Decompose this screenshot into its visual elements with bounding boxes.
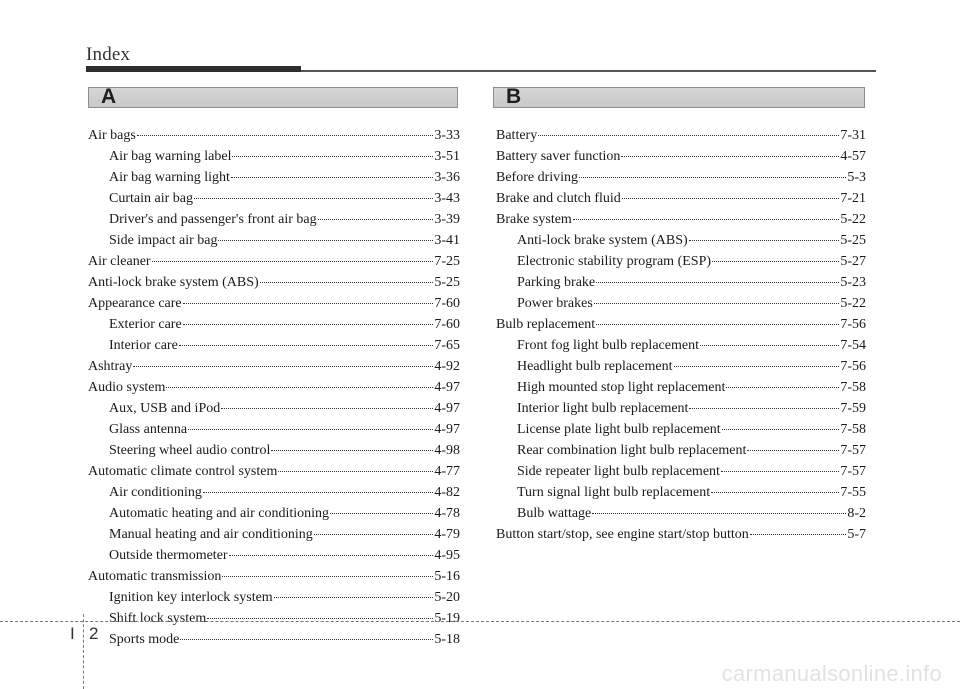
index-term: Automatic heating and air conditioning: [109, 506, 330, 521]
dot-leader: [712, 261, 839, 262]
dot-leader: [179, 345, 434, 346]
index-term: Manual heating and air conditioning: [109, 527, 313, 542]
index-page-ref: 5-19: [434, 611, 460, 626]
index-entry: [88, 146, 460, 167]
index-entry: [496, 293, 866, 314]
index-entry: [88, 335, 460, 356]
index-entry: [88, 377, 460, 398]
dot-leader: [180, 639, 433, 640]
dot-leader: [318, 219, 434, 220]
index-page-ref: 5-27: [840, 254, 866, 269]
dot-leader: [689, 240, 840, 241]
index-term: Anti-lock brake system (ABS): [517, 233, 688, 248]
footer-section-label: I: [70, 624, 75, 643]
index-term: Electronic stability program (ESP): [517, 254, 712, 269]
index-term: Rear combination light bulb replacement: [517, 443, 747, 458]
index-term: Aux, USB and iPod: [109, 401, 221, 416]
dot-leader: [137, 135, 434, 136]
index-page-ref: 7-25: [434, 254, 460, 269]
index-entry: [88, 230, 460, 251]
index-entry: [496, 335, 866, 356]
header-rule-accent: [86, 66, 301, 72]
index-page-ref: 7-57: [840, 464, 866, 479]
index-page-ref: 5-25: [434, 275, 460, 290]
dot-leader: [538, 135, 839, 136]
index-entry: [496, 398, 866, 419]
index-term: Turn signal light bulb replacement: [517, 485, 711, 500]
index-page-ref: 7-57: [840, 443, 866, 458]
index-page-ref: 4-98: [434, 443, 460, 458]
index-page-ref: 7-31: [840, 128, 866, 143]
index-page-ref: 7-55: [840, 485, 866, 500]
dot-leader: [222, 576, 433, 577]
dot-leader: [183, 303, 434, 304]
index-entry: [496, 209, 866, 230]
dot-leader: [622, 198, 840, 199]
index-page-ref: 4-97: [434, 401, 460, 416]
dot-leader: [188, 429, 433, 430]
index-entry: [88, 125, 460, 146]
index-entry: [88, 314, 460, 335]
index-term: Driver's and passenger's front air bag: [109, 212, 317, 227]
index-page-ref: 7-58: [840, 422, 866, 437]
dot-leader: [330, 513, 433, 514]
index-page-ref: 5-22: [840, 212, 866, 227]
dot-leader: [166, 387, 433, 388]
dot-leader: [621, 156, 839, 157]
index-entry: [496, 125, 866, 146]
index-term: Power brakes: [517, 296, 593, 311]
index-page-ref: 7-58: [840, 380, 866, 395]
index-page-ref: 5-23: [840, 275, 866, 290]
index-term: Air conditioning: [109, 485, 202, 500]
index-term: Bulb replacement: [496, 317, 596, 332]
index-page-ref: 7-65: [434, 338, 460, 353]
dot-leader: [221, 408, 433, 409]
index-page-ref: 4-78: [434, 506, 460, 521]
page-title: Index: [86, 44, 131, 65]
index-entry: [496, 419, 866, 440]
index-page-ref: 7-56: [840, 359, 866, 374]
index-term: Automatic climate control system: [88, 464, 278, 479]
index-page-ref: 5-22: [840, 296, 866, 311]
index-term: Side impact air bag: [109, 233, 218, 248]
section-header-b: [493, 87, 865, 108]
index-entry: [496, 482, 866, 503]
index-page-ref: 5-16: [434, 569, 460, 584]
index-term: Ashtray: [88, 359, 133, 374]
index-page-ref: 7-59: [840, 401, 866, 416]
index-page-ref: 4-57: [840, 149, 866, 164]
dot-leader: [278, 471, 433, 472]
index-page-ref: 5-7: [847, 527, 866, 542]
index-term: Air bag warning label: [109, 149, 232, 164]
dot-leader: [271, 450, 433, 451]
index-entry: [496, 314, 866, 335]
index-page-ref: 3-39: [434, 212, 460, 227]
dot-leader: [314, 534, 434, 535]
index-term: Brake and clutch fluid: [496, 191, 621, 206]
dot-leader: [231, 177, 433, 178]
index-entry: [88, 440, 460, 461]
index-page-ref: 4-82: [434, 485, 460, 500]
index-term: Anti-lock brake system (ABS): [88, 275, 259, 290]
index-page-ref: 4-95: [434, 548, 460, 563]
index-entry: [496, 461, 866, 482]
index-page-ref: 5-18: [434, 632, 460, 647]
index-page-ref: 4-97: [434, 380, 460, 395]
index-entry: [88, 524, 460, 545]
index-term: Before driving: [496, 170, 579, 185]
section-letter-b: B: [506, 85, 522, 108]
dot-leader: [194, 198, 433, 199]
index-column-a: [88, 125, 460, 650]
index-term: Appearance care: [88, 296, 182, 311]
index-term: Automatic transmission: [88, 569, 222, 584]
dot-leader: [596, 324, 839, 325]
dot-leader: [183, 324, 434, 325]
dot-leader: [152, 261, 434, 262]
dot-leader: [674, 366, 840, 367]
dot-leader: [721, 471, 839, 472]
index-entry: [88, 587, 460, 608]
section-header-a: [88, 87, 458, 108]
index-entry: [496, 167, 866, 188]
dot-leader: [229, 555, 434, 556]
index-entry: [496, 230, 866, 251]
index-page-ref: 7-56: [840, 317, 866, 332]
dot-leader: [711, 492, 839, 493]
dot-leader: [747, 450, 839, 451]
dot-leader: [722, 429, 840, 430]
watermark: carmanualsonline.info: [721, 661, 942, 686]
index-entry: [88, 419, 460, 440]
index-entry: [88, 398, 460, 419]
index-term: Battery saver function: [496, 149, 621, 164]
index-entry: [496, 188, 866, 209]
dot-leader: [750, 534, 847, 535]
dot-leader: [260, 282, 434, 283]
index-entry: [88, 188, 460, 209]
index-page-ref: 3-51: [434, 149, 460, 164]
index-page-ref: 5-25: [840, 233, 866, 248]
index-entry: [88, 545, 460, 566]
index-page-ref: 3-33: [434, 128, 460, 143]
index-page-ref: 3-43: [434, 191, 460, 206]
index-term: Shift lock system: [109, 611, 207, 626]
index-entry: [88, 293, 460, 314]
dot-leader: [726, 387, 839, 388]
index-page-ref: 5-20: [434, 590, 460, 605]
index-entry: [496, 440, 866, 461]
index-page-ref: 7-60: [434, 296, 460, 311]
index-term: Exterior care: [109, 317, 182, 332]
index-entry: [88, 482, 460, 503]
footer-rule: [0, 621, 960, 622]
dot-leader: [689, 408, 839, 409]
index-term: Curtain air bag: [109, 191, 193, 206]
index-page-ref: 7-60: [434, 317, 460, 332]
index-term: License plate light bulb replacement: [517, 422, 721, 437]
index-page-ref: 7-21: [840, 191, 866, 206]
section-letter-a: A: [101, 85, 117, 108]
dot-leader: [207, 618, 433, 619]
index-entry: [496, 251, 866, 272]
index-term: Air bags: [88, 128, 136, 143]
index-entry: [496, 377, 866, 398]
index-page-ref: 7-54: [840, 338, 866, 353]
dot-leader: [596, 282, 839, 283]
index-entry: [88, 167, 460, 188]
index-term: Brake system: [496, 212, 572, 227]
index-term: Front fog light bulb replacement: [517, 338, 699, 353]
dot-leader: [232, 156, 433, 157]
index-entry: [88, 251, 460, 272]
index-entry: [496, 356, 866, 377]
index-term: Steering wheel audio control: [109, 443, 271, 458]
index-term: Battery: [496, 128, 538, 143]
index-entry: [496, 272, 866, 293]
index-page-ref: 4-97: [434, 422, 460, 437]
dot-leader: [592, 513, 846, 514]
index-entry: [88, 566, 460, 587]
index-entry: [496, 503, 866, 524]
index-page-ref: 4-79: [434, 527, 460, 542]
index-page-ref: 5-3: [847, 170, 866, 185]
index-term: Side repeater light bulb replacement: [517, 464, 720, 479]
index-entry: [496, 146, 866, 167]
index-page-ref: 4-77: [434, 464, 460, 479]
index-term: High mounted stop light replacement: [517, 380, 726, 395]
dot-leader: [700, 345, 839, 346]
index-term: Parking brake: [517, 275, 596, 290]
index-entry: [88, 272, 460, 293]
index-entry: [88, 209, 460, 230]
index-entry: [88, 356, 460, 377]
index-entry: [88, 503, 460, 524]
dot-leader: [579, 177, 846, 178]
index-term: Interior care: [109, 338, 178, 353]
index-term: Air cleaner: [88, 254, 151, 269]
page-number: 2: [89, 624, 99, 643]
index-page-ref: 3-36: [434, 170, 460, 185]
index-term: Bulb wattage: [517, 506, 592, 521]
index-term: Glass antenna: [109, 422, 188, 437]
index-entry: [88, 461, 460, 482]
index-term: Headlight bulb replacement: [517, 359, 673, 374]
index-term: Air bag warning light: [109, 170, 230, 185]
footer-divider: [83, 614, 84, 689]
index-term: Audio system: [88, 380, 166, 395]
dot-leader: [203, 492, 433, 493]
dot-leader: [594, 303, 840, 304]
index-entry: [88, 608, 460, 629]
index-entry: [88, 629, 460, 650]
index-page-ref: 8-2: [847, 506, 866, 521]
index-term: Button start/stop, see engine start/stop button: [496, 527, 749, 542]
dot-leader: [274, 597, 434, 598]
index-term: Interior light bulb replacement: [517, 401, 689, 416]
dot-leader: [133, 366, 433, 367]
index-column-b: [496, 125, 866, 545]
index-term: Outside thermometer: [109, 548, 228, 563]
index-page-ref: 4-92: [434, 359, 460, 374]
index-term: Ignition key interlock system: [109, 590, 273, 605]
index-entry: [496, 524, 866, 545]
dot-leader: [573, 219, 840, 220]
index-page-ref: 3-41: [434, 233, 460, 248]
index-term: Sports mode: [109, 632, 180, 647]
dot-leader: [218, 240, 433, 241]
